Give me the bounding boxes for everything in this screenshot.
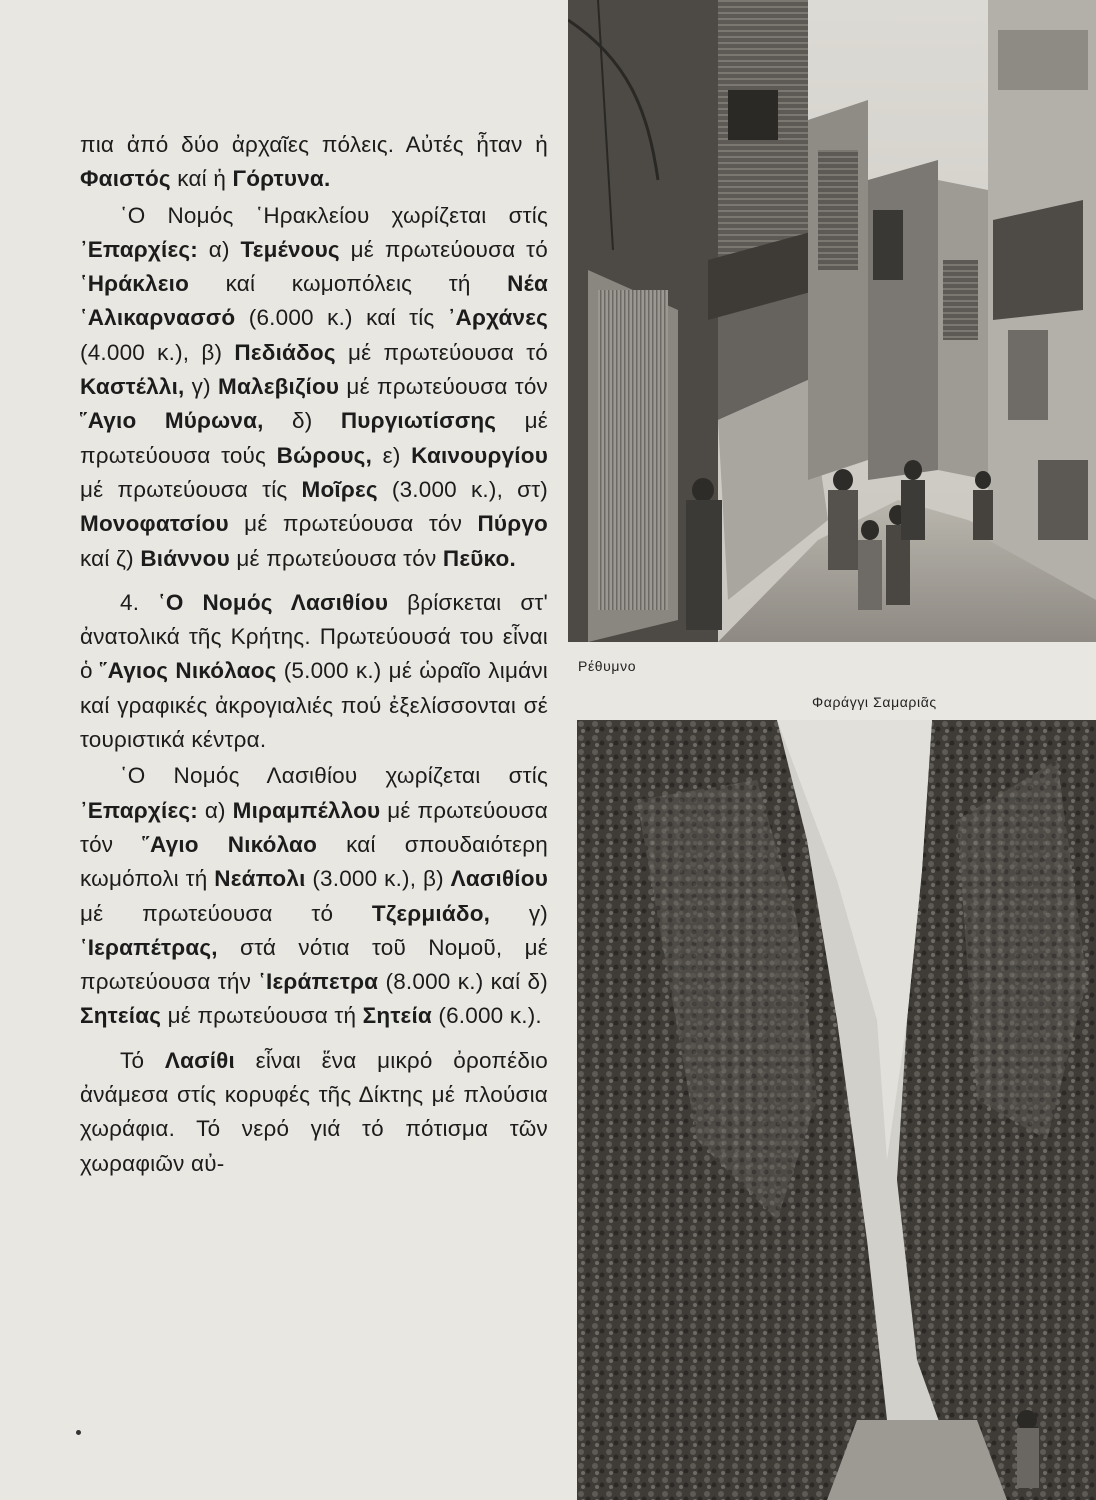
text-run: βρίσκεται στ' ἀνατολικά τῆς Κρήτης. Πρωτεύουσά του εἶναι ὁ [80, 589, 549, 684]
bold-term: Καστέλλι, [80, 374, 185, 400]
samaria-gorge-image [577, 720, 1096, 1500]
bold-term: ᾿Επαρχίες: [80, 236, 198, 262]
bold-term: Σητεία [362, 1003, 432, 1029]
text-run: μέ πρωτεύουσα τίς [80, 476, 302, 502]
bold-term: Πυργιωτίσσης [340, 408, 497, 434]
text-run: Τό [120, 1047, 165, 1073]
text-run: μέ πρωτεύουσα τόν [229, 545, 443, 571]
bold-term: Βιάννου [140, 545, 230, 571]
paragraph-5 [80, 1044, 548, 1181]
rethymno-street-image [568, 0, 1096, 642]
bold-term: ῞Αγιος Νικόλαος [99, 658, 277, 684]
body-text-column [80, 128, 548, 1181]
bold-term: Βώρους, [276, 442, 373, 468]
text-run: μέ πρωτεύουσα τό [80, 900, 372, 926]
text-run: μέ πρωτεύουσα τόν [228, 511, 478, 537]
bold-term: Τζερμιάδο, [371, 900, 491, 926]
text-run: (6.000 κ.). [431, 1003, 542, 1029]
bold-term: ῾Ο Νομός Λασιθίου [158, 589, 389, 615]
paragraph-2 [80, 199, 548, 576]
text-run: ῾Ο Νομός ῾Ηρακλείου χωρίζεται στίς [120, 202, 548, 228]
text-run: μέ πρωτεύουσα τόν [80, 797, 548, 857]
bold-term: ῾Ιεραπέτρας, [80, 934, 218, 960]
bold-term: ῾Ηράκλειο [80, 271, 190, 297]
text-run: μέ πρωτεύουσα τό [339, 236, 548, 262]
bold-term: Μιραμπέλλου [232, 797, 381, 823]
paragraph-4 [80, 759, 548, 1033]
rethymno-street-photo [568, 0, 1096, 642]
text-run: καί κωμοπόλεις τή [189, 271, 508, 297]
text-run: 4. [120, 589, 159, 615]
text-run: πια ἀπό δύο ἀρχαῖες πόλεις. Αὐτές ἦταν ἡ [80, 132, 548, 157]
text-run: μέ πρωτεύουσα τόν [339, 374, 548, 400]
text-run: α) [197, 797, 233, 823]
text-run: μέ πρωτεύουσα τό [335, 339, 548, 365]
bold-term: Σητείας [80, 1003, 162, 1029]
bold-term: Πύργο [477, 511, 548, 537]
text-run: μέ πρωτεύουσα τούς [80, 408, 548, 468]
bold-term: Μοῖρες [301, 476, 378, 502]
bold-term: ᾿Αρχάνες [447, 305, 548, 331]
bold-term: ῞Αγιο Νικόλαο [142, 831, 318, 857]
samaria-gorge-photo [577, 720, 1096, 1500]
bold-term: Λασίθι [164, 1047, 235, 1073]
bold-term: Μονοφατσίου [80, 511, 229, 537]
bold-term: Νέα ῾Αλικαρνασσό [80, 271, 548, 331]
text-run: (3.000 κ.), στ) [377, 476, 548, 502]
page-mark [76, 1430, 81, 1435]
text-run: (6.000 κ.) καί τίς [235, 305, 448, 331]
bold-term: Μαλεβιζίου [218, 374, 340, 400]
text-run: καί ζ) [80, 545, 141, 571]
bold-term: Φαιστός [80, 166, 171, 192]
bold-term: Λασιθίου [450, 866, 548, 892]
text-run: δ) [263, 408, 341, 434]
text-run: (4.000 κ.), β) [80, 339, 235, 365]
text-run: ῾Ο Νομός Λασιθίου χωρίζεται στίς [120, 763, 548, 789]
text-run: γ) [490, 900, 548, 926]
text-run: (3.000 κ.), β) [305, 866, 451, 892]
text-run: στά νότια τοῦ Νομοῦ, μέ πρωτεύουσα τήν [80, 934, 548, 995]
paragraph-3 [80, 586, 548, 757]
text-run: μέ πρωτεύουσα τή [161, 1003, 363, 1029]
text-run: α) [197, 236, 241, 262]
bold-term: Τεμένους [240, 236, 340, 262]
bold-term: Καινουργίου [411, 442, 548, 468]
samaria-caption: Φαράγγι Σαμαριᾶς [812, 694, 937, 710]
bold-term: ᾿Επαρχίες: [80, 797, 198, 823]
bold-term: Πεῦκο. [442, 545, 516, 571]
bold-term: Πεδιάδος [234, 339, 336, 365]
bold-term: Γόρτυνα. [232, 166, 331, 192]
bold-term: ῾Ιεράπετρα [258, 969, 379, 995]
bold-term: ῞Αγιο Μύρωνα, [80, 408, 264, 434]
paragraph-1 [80, 128, 548, 197]
text-run: (5.000 κ.) μέ ὡραῖο λιμάνι καί γραφικές ἀκρογιαλιές πού ἐξελίσσονται σέ τουριστικά κέντρα. [80, 658, 548, 753]
text-run: (8.000 κ.) καί δ) [378, 969, 548, 995]
text-run: ε) [372, 442, 412, 468]
text-run: καί ἡ [170, 166, 233, 192]
text-run: εἶναι ἕνα μικρό ὀροπέδιο ἀνάμεσα στίς κορυφές τῆς Δίκτης μέ πλούσια χωράφια. Τό νερό γιά τό πότισμα τῶν χωραφιῶν αὐ- [80, 1047, 549, 1176]
text-run: καί σπουδαιότερη κωμόπολι τή [80, 831, 549, 892]
rethymno-caption: Ρέθυμνο [578, 658, 637, 674]
text-run: γ) [184, 374, 219, 400]
bold-term: Νεάπολι [214, 866, 306, 892]
